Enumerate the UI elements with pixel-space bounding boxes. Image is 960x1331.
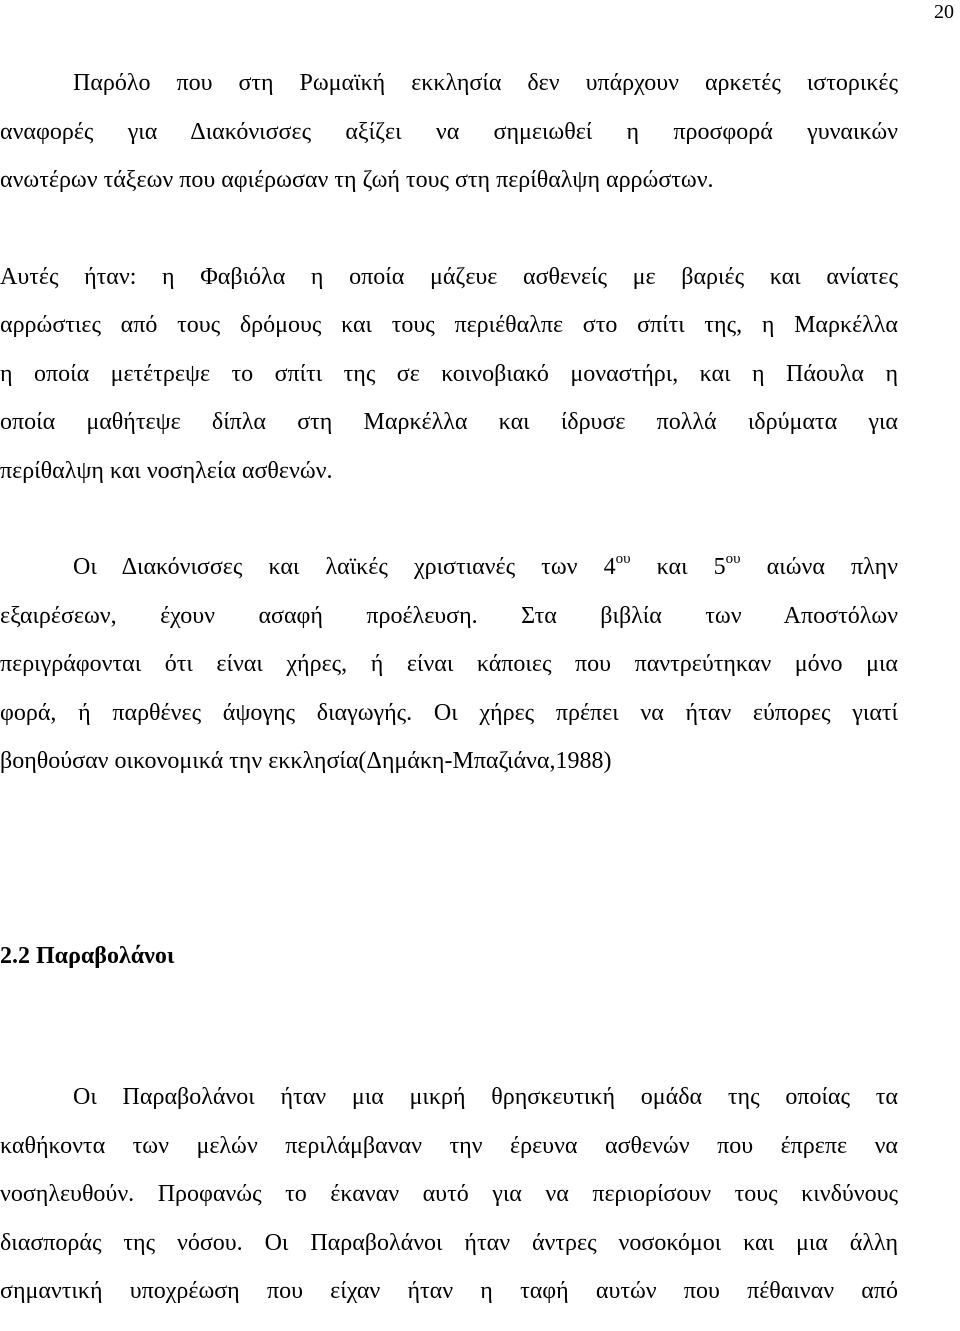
superscript: ου [615,551,631,567]
text-line: ανωτέρων τάξεων που αφιέρωσαν τη ζωή τους στη περίθαλψη αρρώστων. [0,167,714,193]
paragraph-deaconesses [0,543,898,786]
text-line: διασποράς της νόσου. Οι Παραβολάνοι ήταν άντρες νοσοκόμοι και μια άλλη [0,1229,898,1256]
document-body [0,59,898,1316]
text-fragment: αιώνα πλην [740,554,898,580]
text-fragment: και 5 [630,554,726,580]
text-fragment: Οι Διακόνισσες και λαϊκές χριστιανές των 4 [73,554,616,580]
text-line: καθήκοντα των μελών περιλάμβαναν την έρευνα ασθενών που έπρεπε να [0,1132,898,1159]
text-line [0,543,898,592]
text-line: οποία μαθήτεψε δίπλα στη Μαρκέλλα και ίδρυσε πολλά ιδρύματα για [0,409,898,435]
superscript: ου [725,551,741,567]
text-line: Αυτές ήταν: η Φαβιόλα η οποία μάζευε ασθενείς με βαριές και ανίατες [0,263,898,290]
paragraph-roman-church [0,59,898,205]
text-line: βοηθούσαν οικονομικά την εκκλησία(Δημάκη-Μπαζιάνα,1988) [0,748,612,774]
paragraph-parabolani [0,1073,898,1316]
text-line: αρρώστιες από τους δρόμους και τους περιέθαλπε στο σπίτι της, η Μαρκέλλα [0,312,898,338]
text-line: Παρόλο που στη Ρωμαϊκή εκκλησία δεν υπάρχουν αρκετές ιστορικές [73,70,898,96]
text-line: η οποία μετέτρεψε το σπίτι της σε κοινοβιακό μοναστήρι, και η Πάουλα η [0,360,898,387]
text-line: φορά, ή παρθένες άψογης διαγωγής. Οι χήρες πρέπει να ήταν εύπορες γιατί [0,699,898,726]
text-line: αναφορές για Διακόνισσες αξίζει να σημειωθεί η προσφορά γυναικών [0,118,898,145]
paragraph-fabiola-marcella-paula [0,253,898,496]
page-number: 20 [934,1,954,23]
text-line: σημαντική υποχρέωση που είχαν ήταν η ταφή αυτών που πέθαιναν από [0,1278,898,1304]
section-heading: 2.2 Παραβολάνοι [0,942,175,969]
text-line: περίθαλψη και νοσηλεία ασθενών. [0,457,333,484]
text-line: εξαιρέσεων, έχουν ασαφή προέλευση. Στα βιβλία των Αποστόλων [0,602,898,629]
text-line: νοσηλευθούν. Προφανώς το έκαναν αυτό για να περιορίσουν τους κινδύνους [0,1181,898,1207]
text-line: περιγράφονται ότι είναι χήρες, ή είναι κάποιες που παντρεύτηκαν μόνο μια [0,651,898,677]
text-line: Οι Παραβολάνοι ήταν μια μικρή θρησκευτική ομάδα της οποίας τα [73,1084,898,1110]
